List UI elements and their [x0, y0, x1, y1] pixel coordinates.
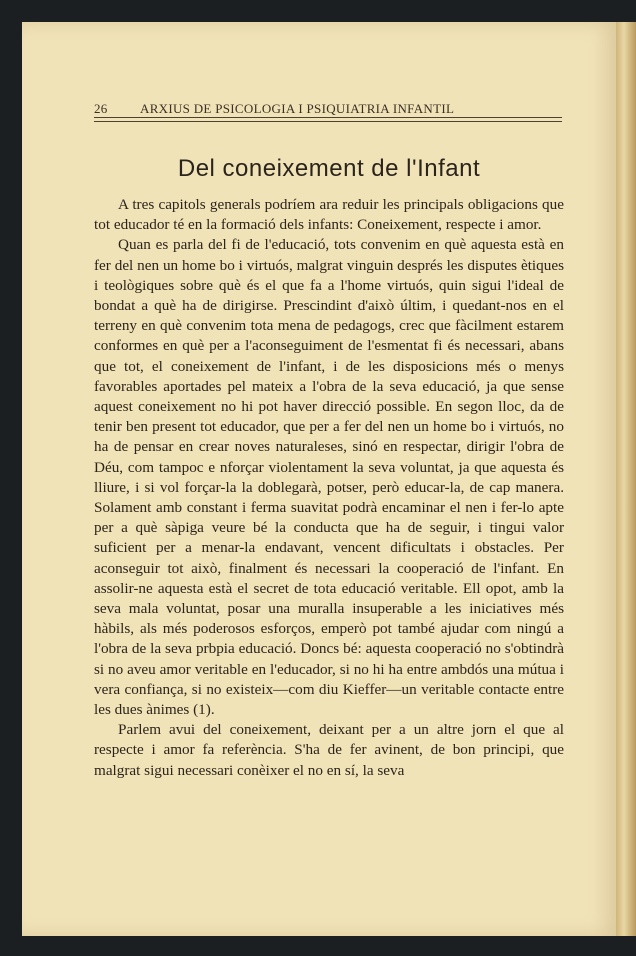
paragraph: Quan es parla del fi de l'educació, tots convenim en què aquesta està en fer del nen un home bo i virtuós, malgrat vinguin després les disputes ètiques i teològiques sobre què és el que fa a l'home virtuós, quin sigui l'ideal de bondat a què ha de dirigirse. Prescindint d'això últim, i quedant-nos en el terreny en què convenim tota mena de pedagogs, crec que fàcilment estarem conformes en què per a l'aconseguiment de l'esmentat fi és necessari, abans que tot, el coneixement de l'infant, i de les disposicions més o menys favorables aportades pel mateix a l'obra de la seva educació, ja que sense aquest coneixement no hi pot haver direcció possible. En segon lloc, da de tenir ben present tot educador, que per a fer del nen un home bo i virtuós, no ha de pensar en crear noves naturaleses, sinó en respectar, dirigir l'obra de Déu, com tampoc e nforçar violentament la seva voluntat, ja que aquesta és lliure, i si vol forçar-la la doblegarà, potser, però educar-la, de cap manera. Solament amb constant i ferma suavitat podrà encaminar el nen i fer-lo apte per a què sàpiga veure bé la conducta que ha de seguir, i tingui valor suficient per a menar-la endavant, vencent dificultats i obstacles. Per aconseguir tot això, finalment és necessari la cooperació de l'infant. En assolir-ne aquesta està el secret de tota educació veritable. Ell opot, amb la seva mala voluntat, posar una muralla insuperable a les iniciatives més hàbils, als més poderosos esforços, emperò pot també ajudar com ningú a l'obra de la seva prbpia educació. Doncs bé: aquesta cooperació no s'obtindrà si no aveu amor veritable en l'educador, si no hi ha entre ambdós una mútua i vera confiança, si no existeix—com diu Kieffer—un veritable contacte entre les dues ànimes (1).: [94, 236, 564, 719]
page-number: 26: [94, 101, 108, 116]
running-title: ARXIUS DE PSICOLOGIA I PSIQUIATRIA INFANTIL: [140, 101, 455, 116]
header-rule-top: [94, 117, 562, 118]
chapter-title: Del coneixement de l'Infant: [177, 155, 481, 182]
header-rule-bottom: [94, 121, 562, 122]
body-text: [94, 195, 564, 781]
paragraph: A tres capitols generals podríem ara reduir les principals obligacions que tot educador té en la formació dels infants: Coneixement, respecte i amor.: [94, 196, 564, 234]
paragraph: Parlem avui del coneixement, deixant per a un altre jorn el que al respecte i amor fa referència. S'ha de fer avinent, de bon principi, que malgrat sigui necessari conèixer el no en sí, la seva: [94, 721, 564, 779]
book-spine: [616, 22, 636, 936]
